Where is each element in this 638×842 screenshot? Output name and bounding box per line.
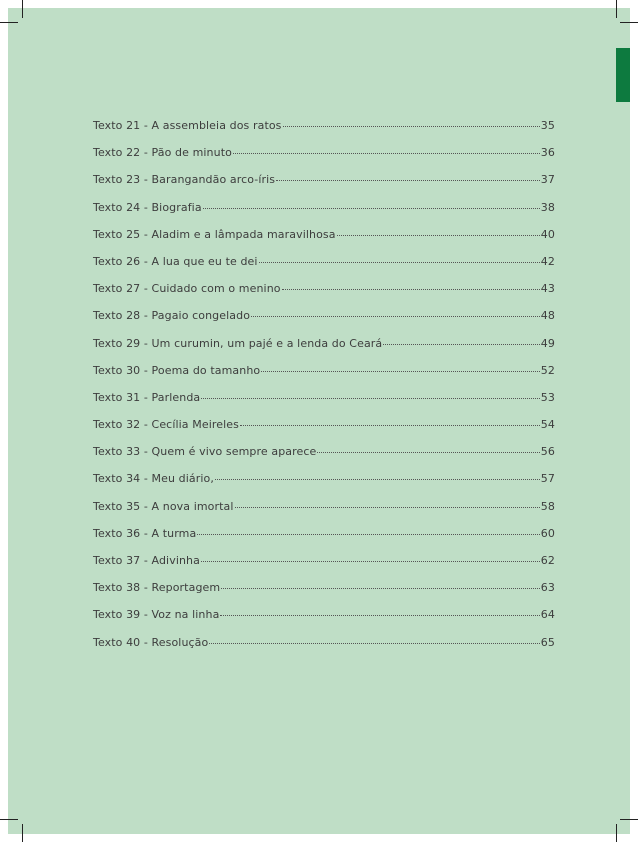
toc-entry <box>93 581 555 608</box>
toc-entry <box>93 527 555 554</box>
section-marker-tab <box>616 48 630 102</box>
toc-entry-page: 57 <box>540 472 555 486</box>
table-of-contents <box>93 119 555 663</box>
toc-entry-page: 40 <box>540 227 555 241</box>
toc-entry-title: Texto 38 - Reportagem <box>93 581 221 595</box>
toc-entry-page: 65 <box>540 635 555 649</box>
toc-entry-title: Texto 37 - Adivinha <box>93 554 200 567</box>
toc-entry-page: 56 <box>540 445 555 459</box>
toc-entry <box>93 636 555 663</box>
toc-entry-title: Texto 32 - Cecília Meireles <box>93 418 239 432</box>
crop-mark <box>616 0 617 18</box>
dot-leader <box>201 561 540 562</box>
toc-entry <box>93 391 555 418</box>
dot-leader <box>259 262 540 263</box>
toc-entry-title: Texto 23 - Barangandão arco-íris <box>93 173 276 187</box>
toc-entry <box>93 255 555 282</box>
toc-entry-page: 64 <box>540 608 555 622</box>
toc-entry-page: 58 <box>540 499 555 513</box>
crop-mark <box>0 819 18 820</box>
toc-entry <box>93 472 555 499</box>
crop-mark <box>620 22 638 23</box>
toc-entry-page: 38 <box>540 200 555 214</box>
dot-leader <box>251 316 540 317</box>
toc-entry <box>93 337 555 364</box>
toc-entry-page: 37 <box>540 173 555 187</box>
toc-entry-title: Texto 29 - Um curumin, um pajé e a lenda do Ceará <box>93 336 383 350</box>
toc-entry-title: Texto 25 - Aladim e a lâmpada maravilhosa <box>93 227 336 241</box>
toc-entry-page: 52 <box>540 363 555 377</box>
dot-leader <box>203 208 540 209</box>
toc-entry <box>93 364 555 391</box>
toc-entry-title: Texto 22 - Pão de minuto <box>93 146 232 160</box>
toc-entry-title: Texto 26 - A lua que eu te dei <box>93 254 258 268</box>
dot-leader <box>276 180 540 181</box>
toc-entry-title: Texto 27 - Cuidado com o menino <box>93 282 281 296</box>
dot-leader <box>209 643 539 644</box>
toc-entry-page: 35 <box>540 119 555 132</box>
toc-entry <box>93 608 555 635</box>
toc-entry <box>93 228 555 255</box>
toc-entry <box>93 309 555 336</box>
dot-leader <box>261 371 540 372</box>
toc-entry-title: Texto 39 - Voz na linha <box>93 608 220 622</box>
toc-entry-title: Texto 21 - A assembleia dos ratos <box>93 119 282 132</box>
crop-mark <box>0 22 18 23</box>
toc-entry-title: Texto 24 - Biografia <box>93 200 202 214</box>
toc-entry-page: 49 <box>540 336 555 350</box>
crop-mark <box>22 0 23 18</box>
dot-leader <box>383 344 540 345</box>
dot-leader <box>235 507 540 508</box>
toc-entry <box>93 282 555 309</box>
crop-mark <box>22 824 23 842</box>
toc-entry-page: 60 <box>540 526 555 540</box>
dot-leader <box>283 126 540 127</box>
toc-entry-page: 36 <box>540 146 555 160</box>
toc-entry-page: 62 <box>540 554 555 567</box>
toc-entry-page: 42 <box>540 254 555 268</box>
toc-entry-page: 43 <box>540 282 555 296</box>
dot-leader <box>197 534 539 535</box>
dot-leader <box>221 588 540 589</box>
toc-entry-page: 54 <box>540 418 555 432</box>
toc-entry <box>93 445 555 472</box>
toc-entry-title: Texto 31 - Parlenda <box>93 390 201 404</box>
dot-leader <box>220 615 539 616</box>
dot-leader <box>240 425 540 426</box>
dot-leader <box>215 479 540 480</box>
toc-entry <box>93 554 555 581</box>
toc-entry <box>93 173 555 200</box>
toc-entry-title: Texto 34 - Meu diário, <box>93 472 214 486</box>
toc-entry-title: Texto 35 - A nova imortal <box>93 499 234 513</box>
toc-entry <box>93 146 555 173</box>
toc-entry-title: Texto 30 - Poema do tamanho <box>93 363 261 377</box>
toc-entry <box>93 500 555 527</box>
dot-leader <box>201 398 540 399</box>
toc-entry-title: Texto 36 - A turma <box>93 526 197 540</box>
dot-leader <box>317 452 539 453</box>
toc-entry <box>93 201 555 228</box>
toc-entry-title: Texto 33 - Quem é vivo sempre aparece <box>93 445 317 459</box>
toc-entry-page: 48 <box>540 309 555 323</box>
dot-leader <box>282 289 540 290</box>
crop-mark <box>616 824 617 842</box>
toc-entry <box>93 418 555 445</box>
toc-entry <box>93 119 555 146</box>
dot-leader <box>233 153 540 154</box>
toc-entry-page: 53 <box>540 390 555 404</box>
toc-entry-title: Texto 28 - Pagaio congelado <box>93 309 251 323</box>
crop-mark <box>620 819 638 820</box>
toc-entry-title: Texto 40 - Resolução <box>93 635 209 649</box>
dot-leader <box>337 235 540 236</box>
toc-entry-page: 63 <box>540 581 555 595</box>
